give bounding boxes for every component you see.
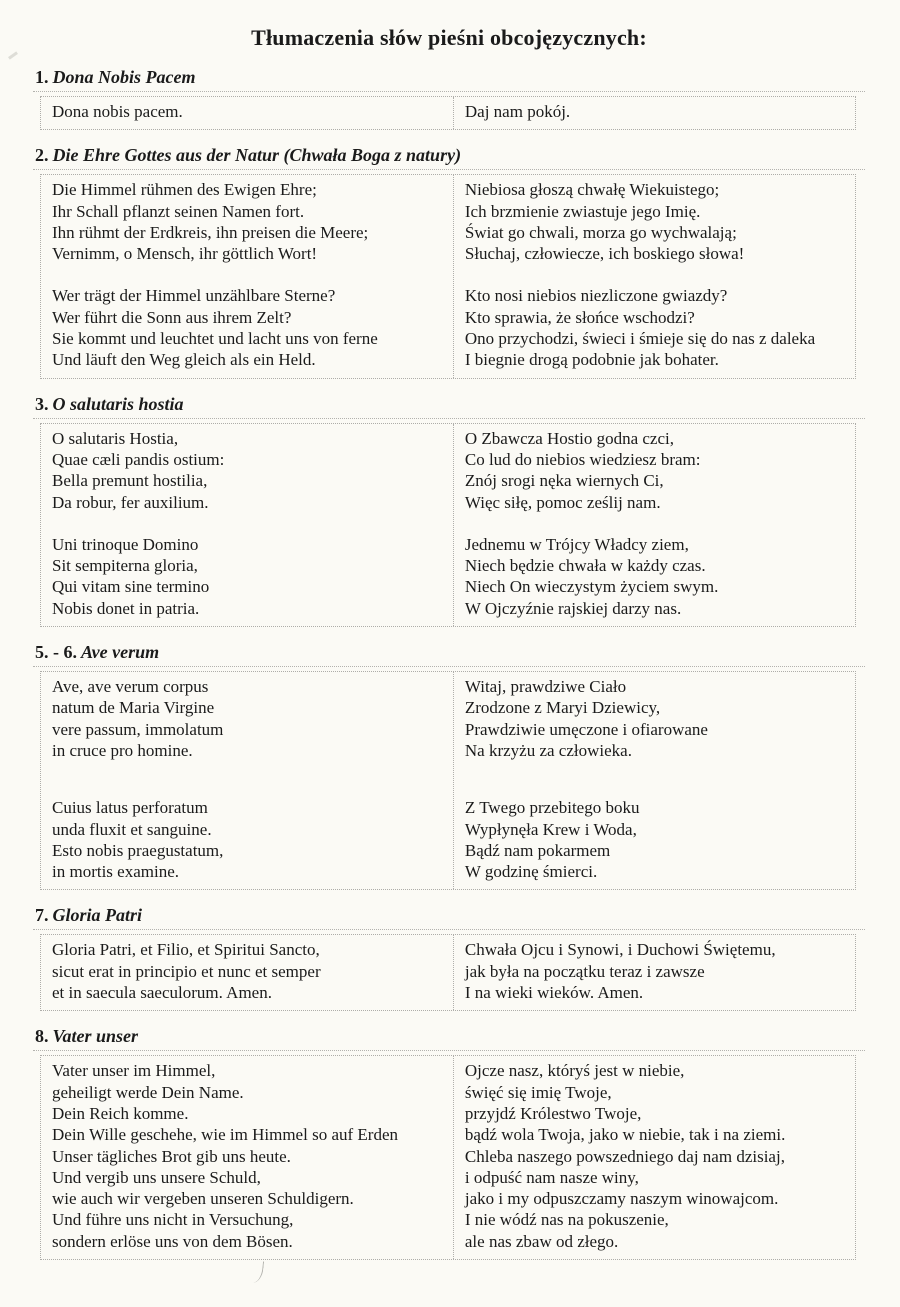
- section-title: Dona Nobis Pacem: [52, 67, 196, 87]
- stanza: Chwała Ojcu i Synowi, i Duchowi Świętemu, jak była na początku teraz i zawsze I na wieki wieków. Amen.: [464, 940, 776, 1003]
- section-title: Ave verum: [81, 642, 160, 663]
- lyrics-table: [40, 174, 856, 378]
- document-page: [0, 24, 900, 1307]
- section-heading: [33, 394, 865, 419]
- stanza: Daj nam pokój.: [464, 102, 571, 121]
- original-column: [41, 672, 453, 889]
- section-title: Vater unser: [52, 1026, 139, 1047]
- song-section: [33, 1026, 865, 1260]
- original-column: [41, 97, 453, 129]
- original-column: [41, 935, 453, 1010]
- song-section: [33, 642, 865, 890]
- song-section: [33, 67, 865, 130]
- translation-column: [453, 672, 855, 889]
- stanza: Ojcze nasz, któryś jest w niebie, święć się imię Twoje, przyjdź Królestwo Twoje, bądź wola Twoja, jako w niebie, tak i na ziemi. Chleba naszego powszedniego daj nam dzisiaj, i odpuść nam nasze winy, jako i my odpuszczamy naszym winowajcom. I nie wódź nas na pokuszenie, ale nas zbaw od złego.: [464, 1061, 786, 1251]
- stanza: Witaj, prawdziwe Ciało Zrodzone z Maryi Dziewicy, Prawdziwie umęczone i ofiarowane Na krzyżu za człowieka.: [464, 677, 708, 760]
- lyrics-table: [40, 934, 856, 1011]
- stanza: Cuius latus perforatum unda fluxit et sanguine. Esto nobis praegustatum, in mortis examine.: [52, 798, 224, 882]
- stanza: Kto nosi niebios niezliczone gwiazdy? Kto sprawia, że słońce wschodzi? Ono przychodzi, świeci i śmieje się do nas z daleka I biegnie drogą podobnie jak bohater.: [464, 286, 816, 370]
- song-section: [33, 905, 865, 1011]
- original-column: [41, 1056, 453, 1259]
- section-number: 5. - 6.: [35, 642, 77, 663]
- section-number: 2.: [35, 145, 49, 166]
- section-number: 1.: [35, 67, 49, 87]
- translation-column: [453, 1056, 855, 1259]
- translation-column: [453, 97, 855, 129]
- stanza: Dona nobis pacem.: [52, 102, 183, 121]
- stanza: Die Himmel rühmen des Ewigen Ehre; Ihr Schall pflanzt seinen Namen fort. Ihn rühmt der Erdkreis, ihn preisen die Meere; Vernimm, o Mensch, ihr göttlich Wort!: [52, 180, 369, 264]
- section-heading: [33, 905, 865, 930]
- sections: [33, 67, 865, 1260]
- stanza: Z Twego przebitego boku Wypłynęła Krew i Woda, Bądź nam pokarmem W godzinę śmierci.: [464, 798, 640, 882]
- section-heading: [33, 1026, 865, 1051]
- stanza: Wer trägt der Himmel unzählbare Sterne? Wer führt die Sonn aus ihrem Zelt? Sie kommt und leuchtet und lacht uns von ferne Und läuft den Weg gleich als ein Held.: [52, 286, 378, 370]
- lyrics-table: [40, 96, 856, 130]
- lyrics-table: [40, 1055, 856, 1260]
- section-number: 8.: [35, 1026, 49, 1047]
- page-title: Tłumaczenia słów pieśni obcojęzycznych:: [251, 25, 647, 50]
- original-column: [41, 175, 453, 377]
- stanza: O Zbawcza Hostio godna czci, Co lud do niebios wiedziesz bram: Znój srogi nęka wiernych Ci, Więc siłę, pomoc ześlij nam.: [464, 428, 701, 512]
- translation-column: [453, 424, 855, 626]
- lyrics-table: [40, 423, 856, 627]
- stanza: Niebiosa głoszą chwałę Wiekuistego; Ich brzmienie zwiastuje jego Imię. Świat go chwali, morza go wychwalają; Słuchaj, człowiecze, ich boskiego słowa!: [464, 180, 745, 264]
- stanza: Uni trinoque Domino Sit sempiterna gloria, Qui vitam sine termino Nobis donet in patria.: [52, 534, 210, 618]
- song-section: [33, 145, 865, 378]
- section-heading: [33, 642, 865, 667]
- stanza: Gloria Patri, et Filio, et Spiritui Sancto, sicut erat in principio et nunc et semper et in saecula saeculorum. Amen.: [52, 940, 321, 1003]
- translation-column: [453, 935, 855, 1010]
- stanza: Jednemu w Trójcy Władcy ziem, Niech będzie chwała w każdy czas. Niech On wieczystym życiem swym. W Ojczyźnie rajskiej darzy nas.: [464, 534, 719, 618]
- section-title: Die Ehre Gottes aus der Natur (Chwała Boga z natury): [52, 145, 462, 166]
- stanza: Ave, ave verum corpus natum de Maria Virgine vere passum, immolatum in cruce pro homine.: [52, 677, 224, 760]
- song-section: [33, 394, 865, 627]
- translation-column: [453, 175, 855, 377]
- section-number: 3.: [35, 393, 49, 414]
- lyrics-table: [40, 671, 856, 890]
- section-title: Gloria Patri: [52, 905, 143, 926]
- stanza: O salutaris Hostia, Quae cæli pandis ostium: Bella premunt hostilia, Da robur, fer auxilium.: [52, 428, 225, 512]
- section-title: O salutaris hostia: [52, 393, 184, 414]
- section-heading: [33, 67, 865, 92]
- original-column: [41, 424, 453, 626]
- section-number: 7.: [35, 905, 49, 926]
- stanza: Vater unser im Himmel, geheiligt werde Dein Name. Dein Reich komme. Dein Wille geschehe, wie im Himmel so auf Erden Unser tägliches Brot gib uns heute. Und vergib uns unsere Schuld, wie auch wir vergeben unseren Schuldigern. Und führe uns nicht in Versuchung, sondern erlöse uns von dem Bösen.: [52, 1061, 398, 1251]
- section-heading: [33, 145, 865, 170]
